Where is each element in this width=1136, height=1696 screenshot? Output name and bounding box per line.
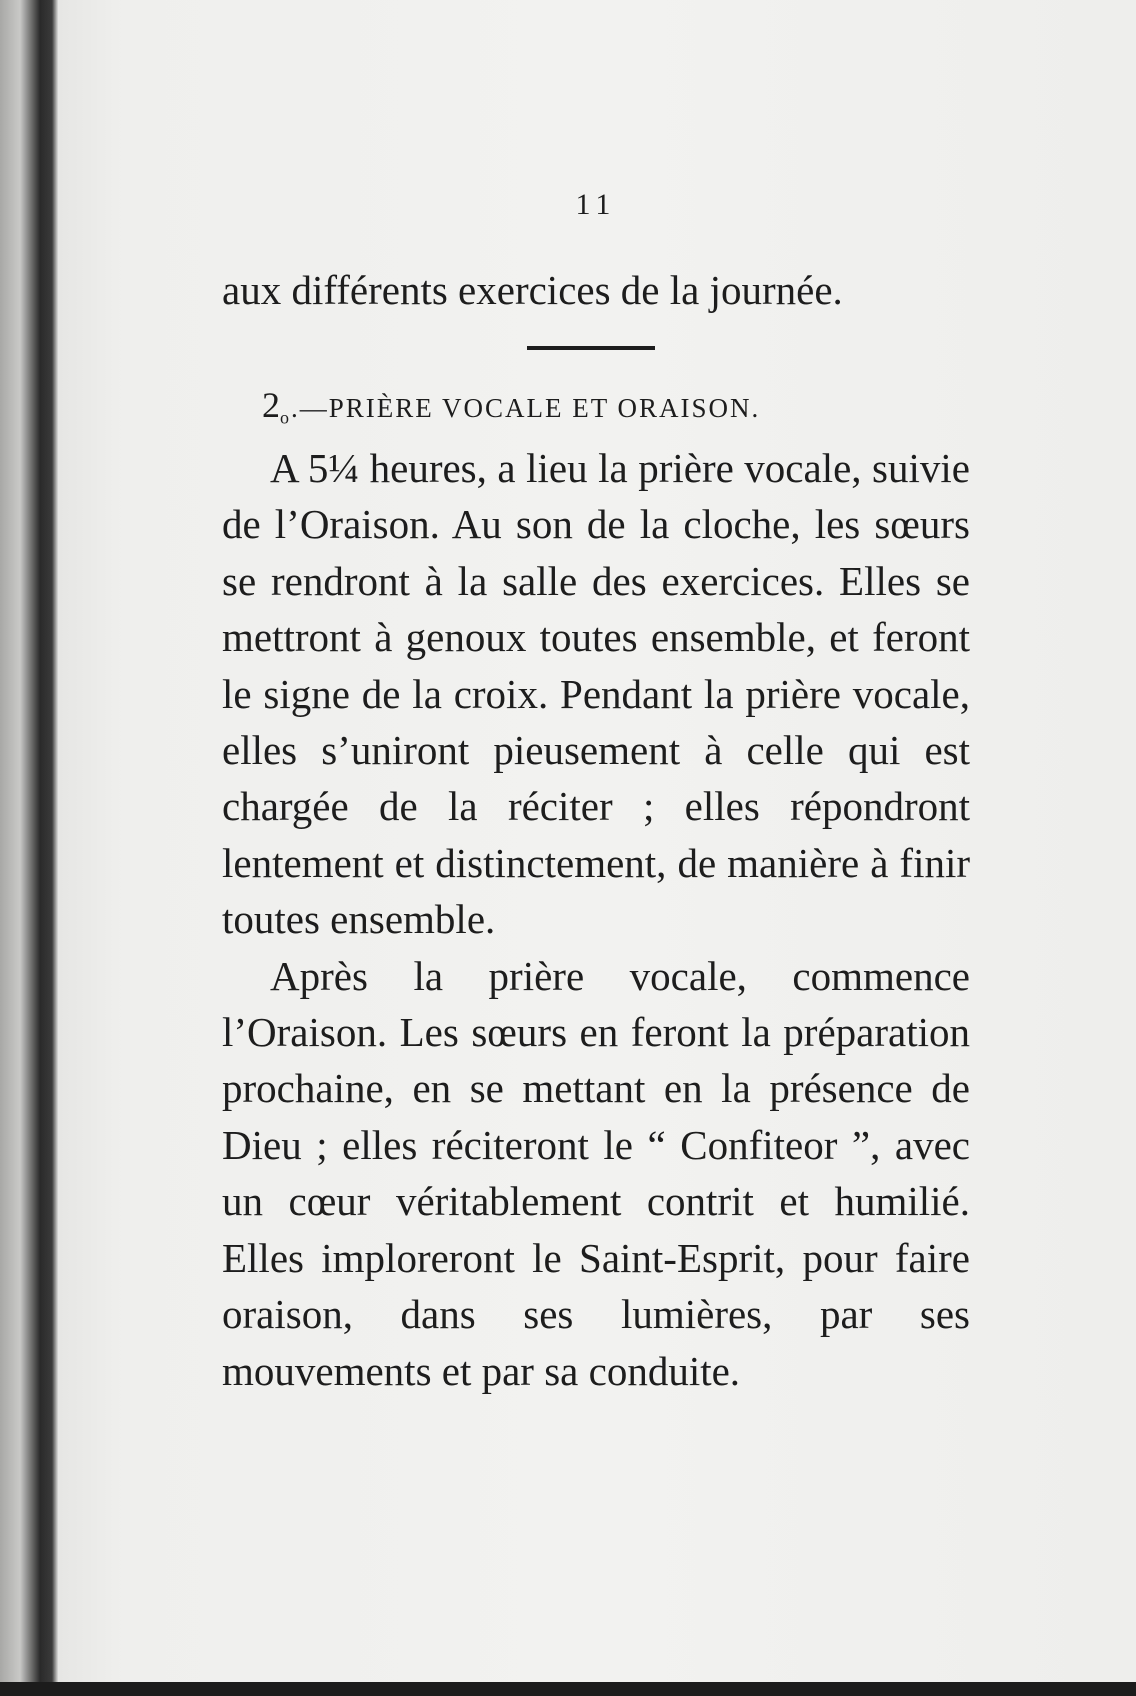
paragraph-1: A 5¼ heures, a lieu la prière vocale, suivie de l’Oraison. Au son de la cloche, les sœurs se rendront à la salle des exercices. Elles se mettront à genoux toutes ensemble, et feront le signe de la croix. Pendant la prière vocale, elles s’uniront pieusement à celle qui est chargée de la réciter ; elles répondront lentement et distinctement, de manière à finir toutes ensemble.: [222, 445, 970, 943]
body-text: [222, 440, 970, 1399]
section-heading: [262, 384, 970, 428]
continued-line: aux différents exercices de la journée.: [222, 267, 843, 313]
binding-edge: [0, 0, 58, 1696]
section-title: .—PRIÈRE VOCALE ET ORAISON.: [291, 393, 761, 423]
section-rule: [527, 346, 655, 350]
paragraph-2: Après la prière vocale, commence l’Oraison. Les sœurs en feront la préparation prochaine, en se mettant en la présence de Dieu ; elles réciteront le “ Confiteor ”, avec un cœur véritablement contrit et humilié. Elles imploreront le Saint-Esprit, pour faire oraison, dans ses lumières, par ses mouvements et par sa conduite.: [222, 952, 970, 1394]
section-number: 2: [262, 385, 280, 425]
scan-bottom-edge: [0, 1682, 1136, 1696]
page-number: 11: [575, 188, 617, 221]
section-number-suffix: o: [280, 407, 291, 428]
